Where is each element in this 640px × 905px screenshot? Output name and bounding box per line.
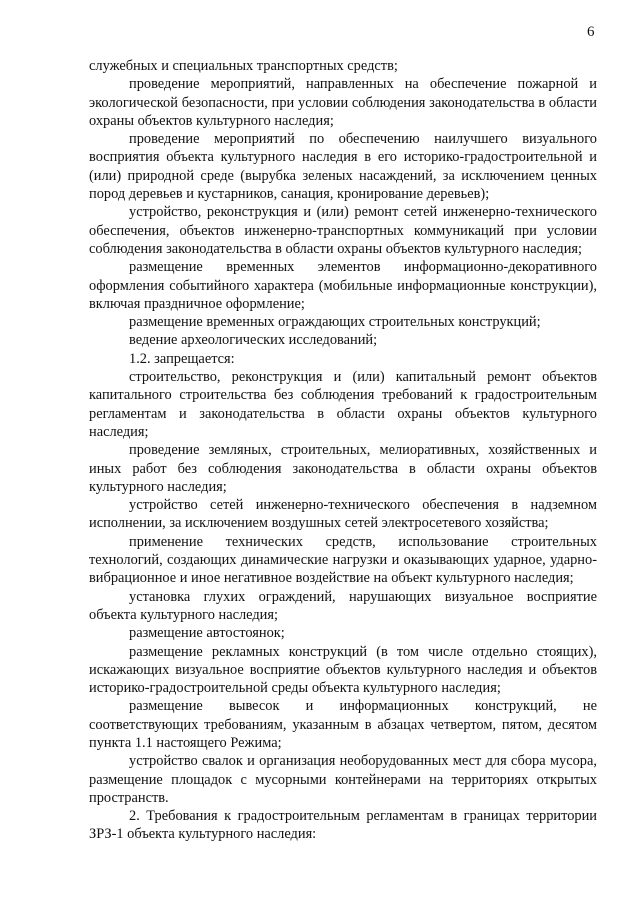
paragraph: проведение мероприятий, направленных на обеспечение пожарной и экологической безопасности, при условии соблюдения законодательства в области охраны объектов культурного наследия; <box>89 76 597 129</box>
paragraph: размещение временных элементов информационно-декоративного оформления событийного характера (мобильные информационные конструкции), включая праздничное оформление; <box>89 259 597 312</box>
paragraph: размещение рекламных конструкций (в том числе отдельно стоящих), искажающих визуальное восприятие объектов культурного наследия и объектов историко-градостроительной среды объекта культурного наследия; <box>89 643 597 697</box>
document-body <box>89 57 597 844</box>
paragraph: проведение земляных, строительных, мелиоративных, хозяйственных и иных работ без соблюдения законодательства в области охраны объектов культурного наследия; <box>89 442 597 495</box>
section-heading: 2. Требования к градостроительным регламентам в границах территории ЗРЗ-1 объекта культурного наследия: <box>89 808 597 843</box>
paragraph: установка глухих ограждений, нарушающих визуальное восприятие объекта культурного наследия; <box>89 588 597 623</box>
paragraph: проведение мероприятий по обеспечению наилучшего визуального восприятия объекта культурного наследия в его историко-градостроительной и (или) природной среде (вырубка зеленых насаждений, за исключением ценных пород деревьев и кустарников, санация, кронирование деревьев); <box>89 131 597 203</box>
paragraph: устройство свалок и организация необорудованных мест для сбора мусора, размещение площадок с мусорными контейнерами на территориях открытых пространств. <box>89 753 597 806</box>
paragraph: размещение автостоянок; <box>129 625 285 642</box>
section-heading: 1.2. запрещается: <box>129 350 235 367</box>
paragraph: размещение вывесок и информационных конструкций, не соответствующих требованиям, указанным в абзацах четвертом, пятом, десятом пункта 1.1 настоящего Режима; <box>89 698 597 751</box>
paragraph: ведение археологических исследований; <box>129 332 378 349</box>
paragraph: размещение временных ограждающих строительных конструкций; <box>129 314 541 331</box>
page-number: 6 <box>587 24 595 40</box>
paragraph: устройство сетей инженерно-технического обеспечения в надземном исполнении, за исключением воздушных сетей электросетевого хозяйства; <box>89 497 597 532</box>
paragraph: применение технических средств, использование строительных технологий, создающих динамические нагрузки и оказывающих ударное, ударно-вибрационное и иное негативное воздействие на объект культурного наследия; <box>89 533 597 587</box>
paragraph: служебных и специальных транспортных средств; <box>89 58 398 74</box>
paragraph: устройство, реконструкция и (или) ремонт сетей инженерно-технического обеспечения, объектов инженерно-транспортных коммуникаций при условии соблюдения законодательства в области охраны объектов культурного наследия; <box>89 204 597 257</box>
paragraph: строительство, реконструкция и (или) капитальный ремонт объектов капитального строительства без соблюдения требований к градостроительным регламентам и законодательства в области охраны объектов культурного наследия; <box>89 369 597 440</box>
